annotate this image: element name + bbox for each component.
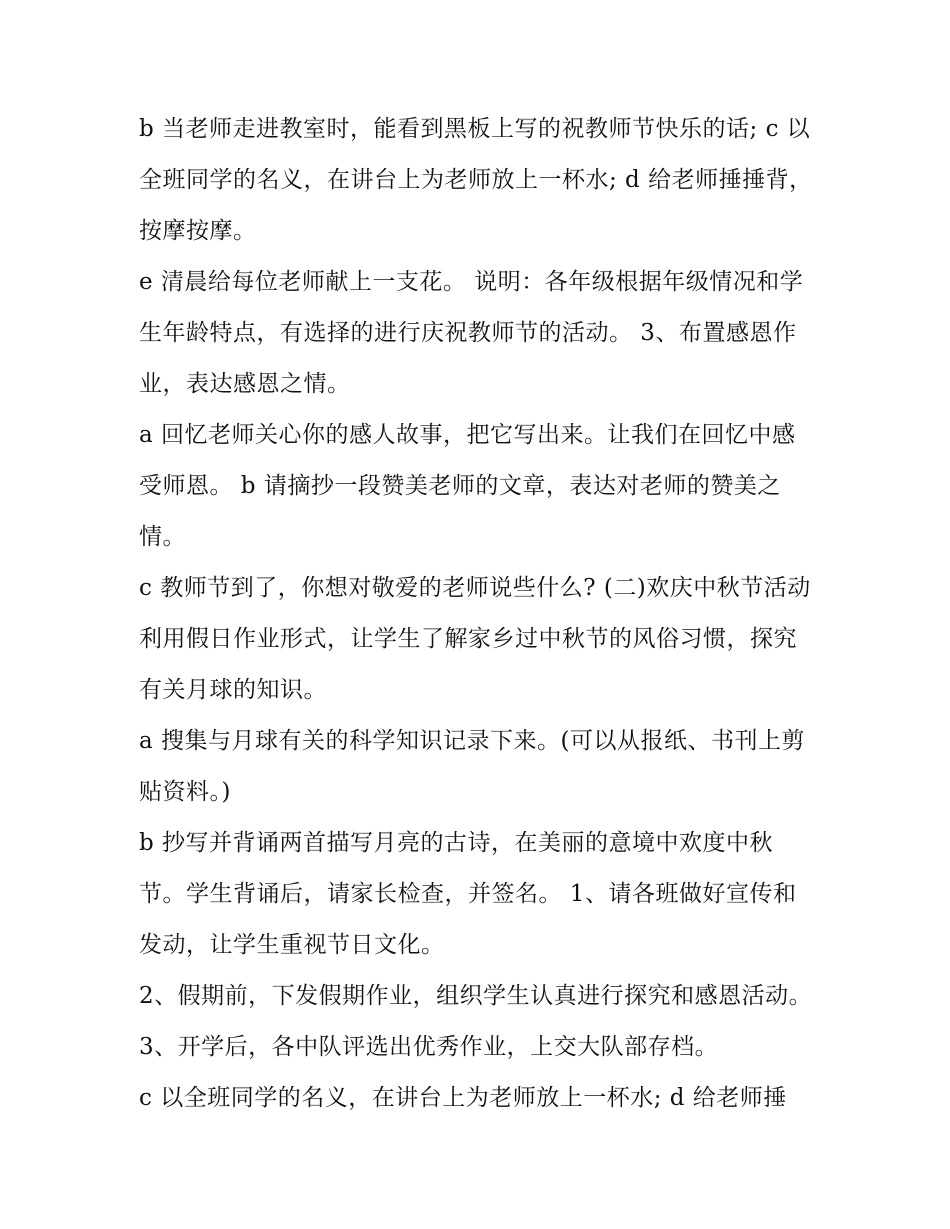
- paragraph-5: a 搜集与月球有关的科学知识记录下来。(可以从报纸、书刊上剪贴资料。): [139, 728, 805, 805]
- paragraph-7: 2、假期前，下发假期作业，组织学生认真进行探究和感恩活动。 3、开学后，各中队评选出优秀作业，上交大队部存档。: [139, 983, 813, 1060]
- paragraph-6: b 抄写并背诵两首描写月亮的古诗，在美丽的意境中欢度中秋节。学生背诵后，请家长检查，并签名。 1、请各班做好宣传和发动，让学生重视节日文化。: [139, 830, 797, 958]
- paragraph-1: b 当老师走进教室时，能看到黑板上写的祝教师节快乐的话; c 以全班同学的名义，在讲台上为老师放上一杯水; d 给老师捶捶背，按摩按摩。: [139, 116, 813, 244]
- paragraph-2: e 清晨给每位老师献上一支花。 说明：各年级根据年级情况和学生年龄特点，有选择的进行庆祝教师节的活动。 3、布置感恩作业，表达感恩之情。: [139, 269, 804, 397]
- document-body: [139, 104, 819, 1124]
- paragraph-4: c 教师节到了，你想对敬爱的老师说些什么? (二)欢庆中秋节活动 利用假日作业形式，让学生了解家乡过中秋节的风俗习惯，探究有关月球的知识。: [139, 575, 811, 703]
- paragraph-3: a 回忆老师关心你的感人故事，把它写出来。让我们在回忆中感受师恩。 b 请摘抄一段赞美老师的文章，表达对老师的赞美之情。: [139, 422, 796, 550]
- paragraph-8: c 以全班同学的名义，在讲台上为老师放上一杯水; d 给老师捶: [139, 1085, 787, 1111]
